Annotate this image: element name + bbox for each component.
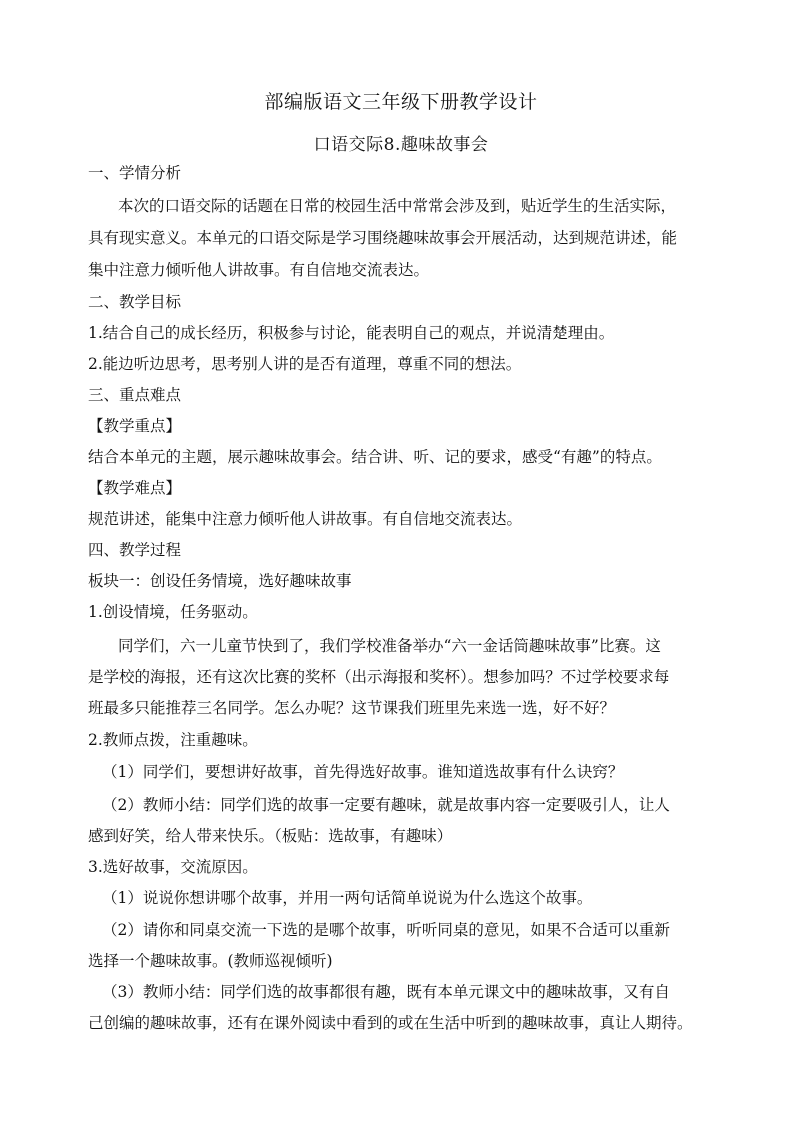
paragraph-line: 规范讲述，能集中注意力倾听他人讲故事。有自信地交流表达。	[88, 510, 523, 528]
paragraph-line: 本次的口语交际的话题在日常的校园生活中常常会涉及到，贴近学生的生活实际，	[118, 197, 677, 215]
document-title: 部编版语文三年级下册教学设计	[264, 91, 538, 113]
sub-item: （1）说说你想讲哪个故事，并用一两句话简单说说为什么选这个故事。	[102, 889, 593, 907]
section-heading: 四、教学过程	[88, 541, 182, 559]
list-item: 1.创设情境，任务驱动。	[88, 603, 258, 621]
paragraph-line: 具有现实意义。本单元的口语交际是学习围绕趣味故事会开展活动，达到规范讲述，能	[88, 229, 678, 247]
block-heading: 板块一：创设任务情境，选好趣味故事	[88, 572, 352, 590]
list-item: 2.教师点拨，注重趣味。	[88, 731, 258, 749]
subheading: 【教学重点】	[88, 417, 182, 435]
list-item: 1.结合自己的成长经历，积极参与讨论，能表明自己的观点，并说清楚理由。	[88, 324, 615, 342]
sub-item: （3）教师小结：同学们选的故事都很有趣，既有本单元课文中的趣味故事，又有自	[102, 983, 670, 1001]
paragraph-line: 同学们，六一儿童节快到了，我们学校准备举办“六一金话筒趣味故事”比赛。这	[118, 637, 661, 655]
section-heading: 三、重点难点	[88, 386, 182, 404]
document-subtitle: 口语交际8.趣味故事会	[313, 135, 489, 155]
subheading: 【教学难点】	[88, 479, 182, 497]
paragraph-line: 选择一个趣味故事。(教师巡视倾听)	[88, 952, 333, 970]
sub-item: （1）同学们，要想讲好故事，首先得选好故事。谁知道选故事有什么诀窍？	[102, 763, 624, 781]
section-heading: 一、学情分析	[88, 164, 182, 182]
paragraph-line: 结合本单元的主题，展示趣味故事会。结合讲、听、记的要求，感受“有趣”的特点。	[88, 448, 662, 466]
sub-item: （2）请你和同桌交流一下选的是哪个故事，听听同桌的意见，如果不合适可以重新	[102, 921, 670, 939]
paragraph-line: 是学校的海报，还有这次比赛的奖杯（出示海报和奖杯）。想参加吗？不过学校要求每	[88, 668, 670, 686]
section-heading: 二、教学目标	[88, 293, 182, 311]
paragraph-line: 己创编的趣味故事，还有在课外阅读中看到的或在生活中听到的趣味故事，真让人期待。	[88, 1014, 693, 1032]
paragraph-line: 感到好笑，给人带来快乐。（板贴：选故事，有趣味）	[88, 827, 453, 845]
paragraph-line: 集中注意力倾听他人讲故事。有自信地交流表达。	[88, 261, 430, 279]
list-item: 2.能边听边思考，思考别人讲的是否有道理，尊重不同的想法。	[88, 355, 522, 373]
list-item: 3.选好故事，交流原因。	[88, 858, 258, 876]
paragraph-line: 班最多只能推荐三名同学。怎么办呢？这节课我们班里先来选一选，好不好？	[88, 699, 616, 717]
sub-item: （2）教师小结：同学们选的故事一定要有趣味，就是故事内容一定要吸引人，让人	[102, 796, 670, 814]
